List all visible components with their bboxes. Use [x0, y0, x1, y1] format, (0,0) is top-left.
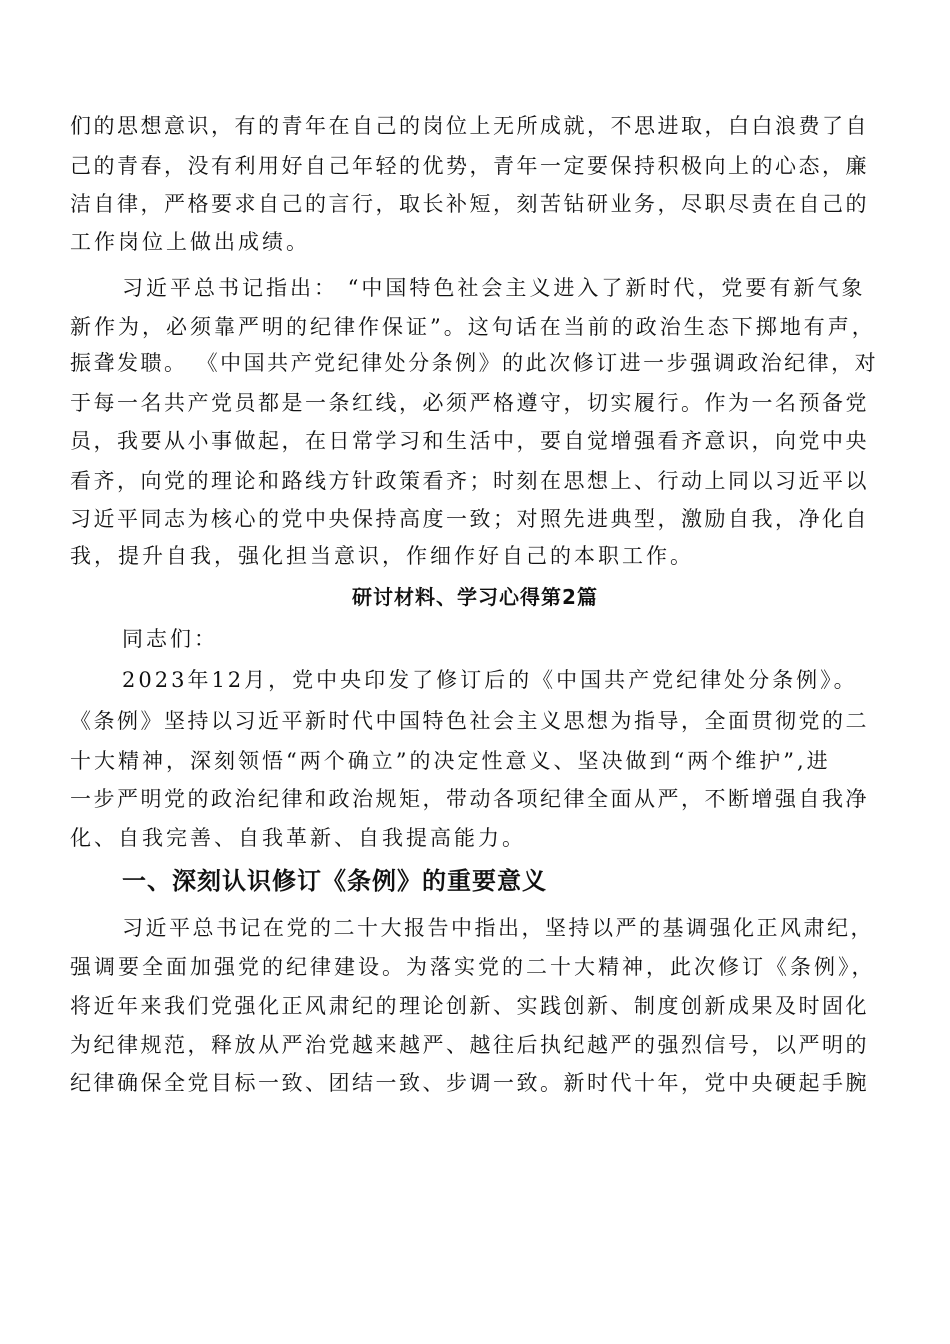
text-line: 习近平同志为核心的党中央保持高度一致；对照先进典型，激励自我，净化自 [70, 507, 869, 531]
text-line: 习近平总书记在党的二十大报告中指出，坚持以严的基调强化正风肃纪， [122, 916, 874, 940]
text-line: 十大精神，深刻领悟“两个确立”的决定性意义、坚决做到“两个维护”,进 [70, 749, 831, 773]
text-line: 己的青春，没有利用好自己年轻的优势，青年一定要保持积极向上的心态，廉 [70, 154, 869, 178]
text-line: 强调要全面加强党的纪律建设。为落实党的二十大精神，此次修订《条例》， [70, 955, 876, 979]
text-line: 工作岗位上做出成绩。 [70, 230, 310, 254]
text-line: 员，我要从小事做起，在日常学习和生活中，要自觉增强看齐意识，向党中央 [70, 429, 869, 453]
text-line: 习近平总书记指出： “中国特色社会主义进入了新时代，党要有新气象 [122, 276, 866, 300]
salutation: 同志们： [122, 627, 218, 651]
text-line: 纪律确保全党目标一致、团结一致、步调一致。新时代十年，党中央硬起手腕 [70, 1071, 869, 1095]
text-line: 们的思想意识，有的青年在自己的岗位上无所成就，不思进取，白白浪费了自 [70, 114, 869, 138]
text-line: 新作为，必须靠严明的纪律作保证”。这句话在当前的政治生态下掷地有声， [70, 315, 876, 339]
text-line: 化、自我完善、自我革新、自我提高能力。 [70, 826, 526, 850]
text-line: 为纪律规范，释放从严治党越来越严、越往后执纪越严的强烈信号，以严明的 [70, 1033, 869, 1057]
section-heading: 一、深刻认识修订《条例》的重要意义 [122, 867, 547, 895]
article-title: 研讨材料、学习心得第2篇 [352, 585, 598, 609]
text-line: 一步严明党的政治纪律和政治规矩，带动各项纪律全面从严，不断增强自我净 [70, 787, 869, 811]
text-line: 将近年来我们党强化正风肃纪的理论创新、实践创新、制度创新成果及时固化 [70, 994, 869, 1018]
text-line: 洁自律，严格要求自己的言行，取长补短，刻苦钻研业务，尽职尽责在自己的 [70, 192, 869, 216]
text-line: 2023年12月，党中央印发了修订后的《中国共产党纪律处分条例》。 [122, 668, 858, 692]
text-line: 我，提升自我，强化担当意识，作细作好自己的本职工作。 [70, 544, 694, 568]
text-line: 《条例》坚持以习近平新时代中国特色社会主义思想为指导，全面贯彻党的二 [70, 709, 869, 733]
text-line: 振聋发聩。 《中国共产党纪律处分条例》的此次修订进一步强调政治纪律，对 [70, 351, 879, 375]
text-line: 于每一名共产党员都是一条红线，必须严格遵守，切实履行。作为一名预备党 [70, 391, 869, 415]
text-line: 看齐，向党的理论和路线方针政策看齐；时刻在思想上、行动上同以习近平以 [70, 469, 869, 493]
